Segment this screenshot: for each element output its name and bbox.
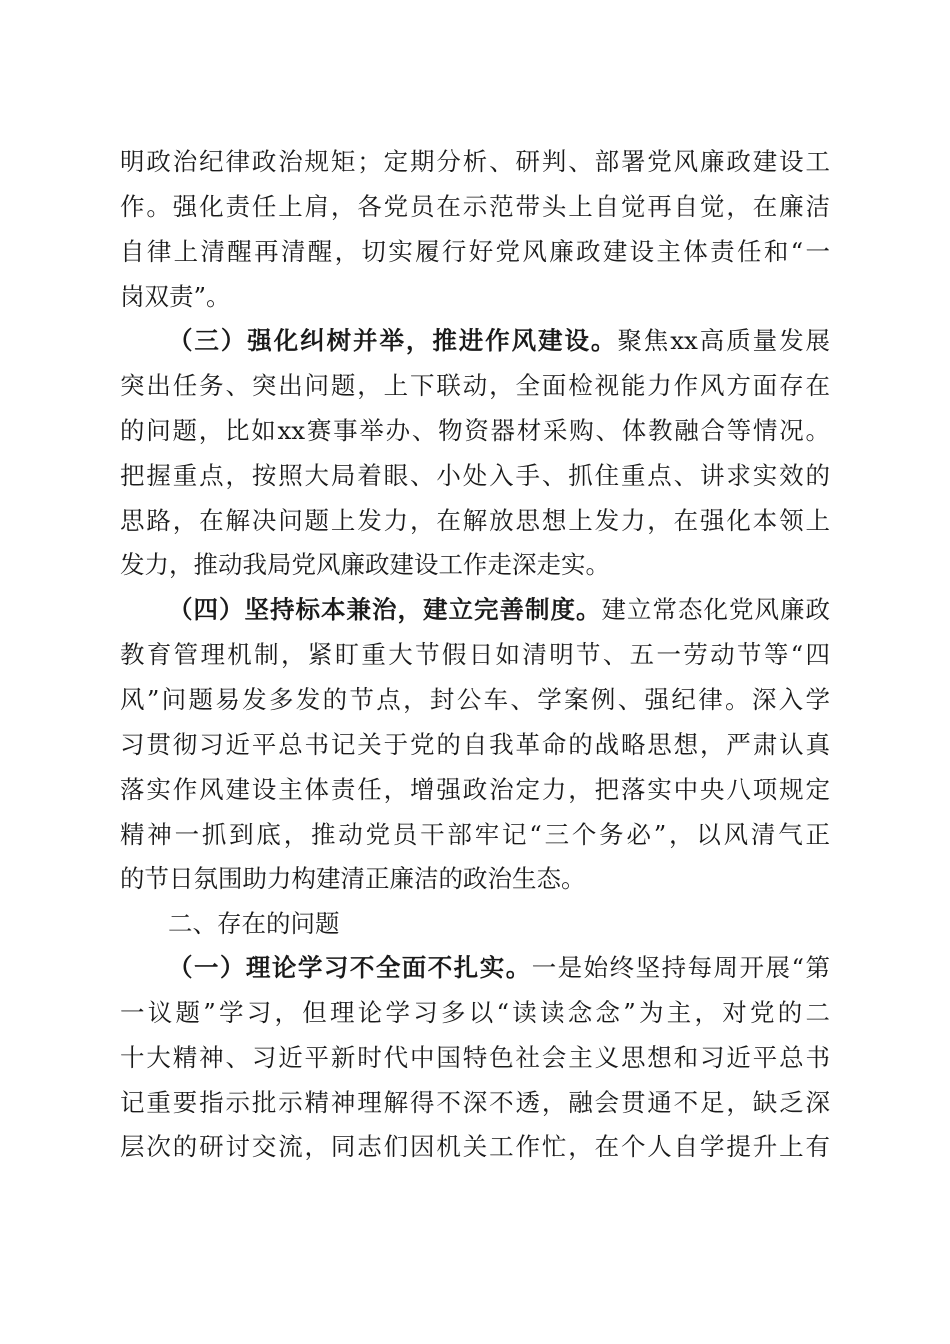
text-line: 层次的研讨交流，同志们因机关工作忙，在个人自学提升上有 [120, 1132, 830, 1161]
text-line: 自律上清醒再清醒，切实履行好党风廉政建设主体责任和“一 [120, 237, 830, 266]
paragraph-text: 建立常态化党风廉政 [601, 595, 830, 624]
text-line: 岗双责”。 [120, 282, 231, 311]
text-line: 习贯彻习近平总书记关于党的自我革命的战略思想，严肃认真 [120, 730, 830, 759]
paragraph-heading: （四）坚持标本兼治，建立完善制度。 [168, 595, 602, 624]
paragraph-heading: （一）理论学习不全面不扎实。 [168, 953, 532, 982]
text-line: 把握重点，按照大局着眼、小处入手、抓住重点、讲求实效的 [120, 461, 830, 490]
paragraph-first-line [168, 953, 830, 983]
text-line: 一议题”学习，但理论学习多以“读读念念”为主，对党的二 [120, 998, 830, 1027]
paragraph-text: 聚焦xx高质量发展 [617, 326, 830, 355]
paragraph-first-line [168, 595, 830, 625]
text-line: 精神一抓到底，推动党员干部牢记“三个务必”，以风清气正 [120, 820, 830, 849]
text-line: 的问题，比如xx赛事举办、物资器材采购、体教融合等情况。 [120, 416, 830, 445]
section-title: 二、存在的问题 [168, 909, 340, 938]
text-line: 记重要指示批示精神理解得不深不透，融会贯通不足，缺乏深 [120, 1088, 830, 1117]
text-line: 思路，在解决问题上发力，在解放思想上发力，在强化本领上 [120, 506, 830, 535]
text-line: 突出任务、突出问题，上下联动，全面检视能力作风方面存在 [120, 371, 830, 400]
text-line: 风”问题易发多发的节点，封公车、学案例、强纪律。深入学 [120, 685, 830, 714]
text-line: 作。强化责任上肩，各党员在示范带头上自觉再自觉，在廉洁 [120, 192, 830, 221]
text-line: 发力，推动我局党风廉政建设工作走深走实。 [120, 550, 610, 579]
text-line: 落实作风建设主体责任，增强政治定力，把落实中央八项规定 [120, 775, 830, 804]
text-line: 明政治纪律政治规矩；定期分析、研判、部署党风廉政建设工 [120, 147, 830, 176]
text-line: 的节日氛围助力构建清正廉洁的政治生态。 [120, 864, 586, 893]
paragraph-text: 一是始终坚持每周开展“第 [531, 953, 830, 982]
text-line: 十大精神、习近平新时代中国特色社会主义思想和习近平总书 [120, 1043, 830, 1072]
paragraph-first-line [168, 326, 830, 356]
paragraph-heading: （三）强化纠树并举，推进作风建设。 [168, 326, 618, 355]
text-line: 教育管理机制，紧盯重大节假日如清明节、五一劳动节等“四 [120, 640, 830, 669]
